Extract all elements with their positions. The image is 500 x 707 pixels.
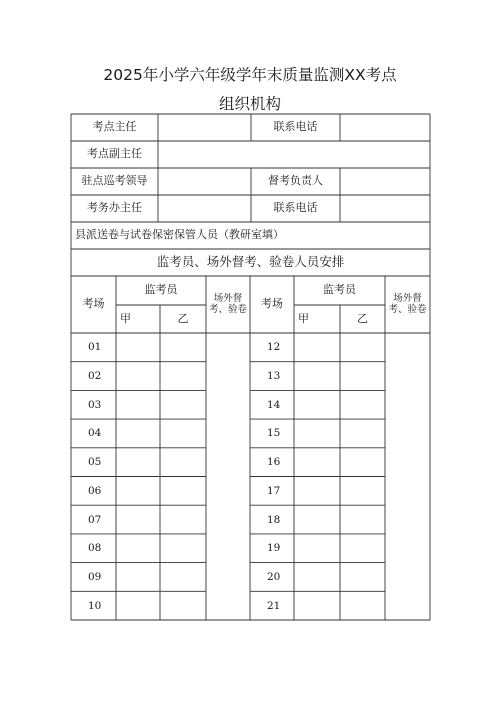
site-deputy-head-label: 考点副主任 — [87, 147, 142, 161]
contact-phone-field-2[interactable] — [340, 195, 430, 222]
room-number: 08 — [88, 542, 102, 555]
room-number: 03 — [88, 398, 102, 411]
contact-phone-label: 联系电话 — [273, 120, 318, 134]
col-outside-line1: 场外督 — [213, 292, 243, 304]
room-number: 19 — [267, 542, 281, 555]
room-number: 17 — [267, 484, 281, 497]
room-number: 15 — [267, 427, 281, 440]
room-number: 01 — [88, 341, 102, 354]
supervisor-in-charge-field[interactable] — [340, 168, 430, 195]
col-b-header: 乙 — [177, 311, 189, 325]
room-number: 06 — [88, 484, 102, 497]
document-subtitle: 组织机构 — [218, 95, 281, 113]
col-a-header: 甲 — [120, 311, 131, 325]
patrol-leader-field[interactable] — [158, 168, 251, 195]
exam-office-director-field[interactable] — [158, 195, 251, 222]
room-number: 04 — [88, 427, 102, 440]
room-number: 10 — [88, 599, 102, 612]
col-b-header-2: 乙 — [357, 311, 368, 325]
room-number: 02 — [88, 370, 102, 382]
room-number: 05 — [88, 456, 102, 469]
col-invigilator-header-2: 监考员 — [323, 283, 356, 297]
patrol-leader-label: 驻点巡考领导 — [81, 174, 148, 188]
contact-phone-field[interactable] — [340, 114, 430, 141]
room-number: 07 — [88, 513, 102, 526]
room-number: 09 — [88, 570, 102, 583]
room-number: 12 — [267, 341, 281, 354]
room-number: 14 — [267, 398, 281, 411]
room-number: 16 — [267, 456, 281, 469]
col-a-header-2: 甲 — [298, 311, 309, 325]
arrangement-heading: 监考员、场外督考、验卷人员安排 — [156, 254, 345, 270]
site-deputy-head-field[interactable] — [158, 141, 430, 168]
col-outside-header — [206, 276, 250, 333]
site-head-field[interactable] — [158, 114, 251, 141]
col-invigilator-header: 监考员 — [144, 283, 178, 297]
col-outside2-line1: 场外督 — [393, 292, 422, 304]
row-lines — [71, 362, 385, 592]
room-number: 21 — [267, 599, 281, 612]
exam-office-director-label: 考务办主任 — [87, 201, 142, 215]
site-head-label: 考点主任 — [92, 120, 137, 134]
county-courier-keeper-label: 县派送卷与试卷保密保管人员（教研室填） — [75, 228, 284, 242]
supervisor-in-charge-label: 督考负责人 — [268, 174, 323, 188]
col-room-header: 考场 — [82, 297, 105, 311]
col-outside-header-2 — [385, 276, 430, 333]
document-title: 2025年小学六年级学年末质量监测XX考点 — [103, 66, 397, 84]
room-number: 13 — [267, 370, 281, 382]
col-room-header-2: 考场 — [261, 297, 283, 311]
col-outside2-line2: 考、验卷 — [388, 303, 427, 315]
room-number: 18 — [267, 513, 281, 526]
col-outside-line2: 考、验卷 — [208, 303, 247, 315]
room-number: 20 — [267, 570, 281, 583]
contact-phone-label-2: 联系电话 — [273, 201, 318, 215]
